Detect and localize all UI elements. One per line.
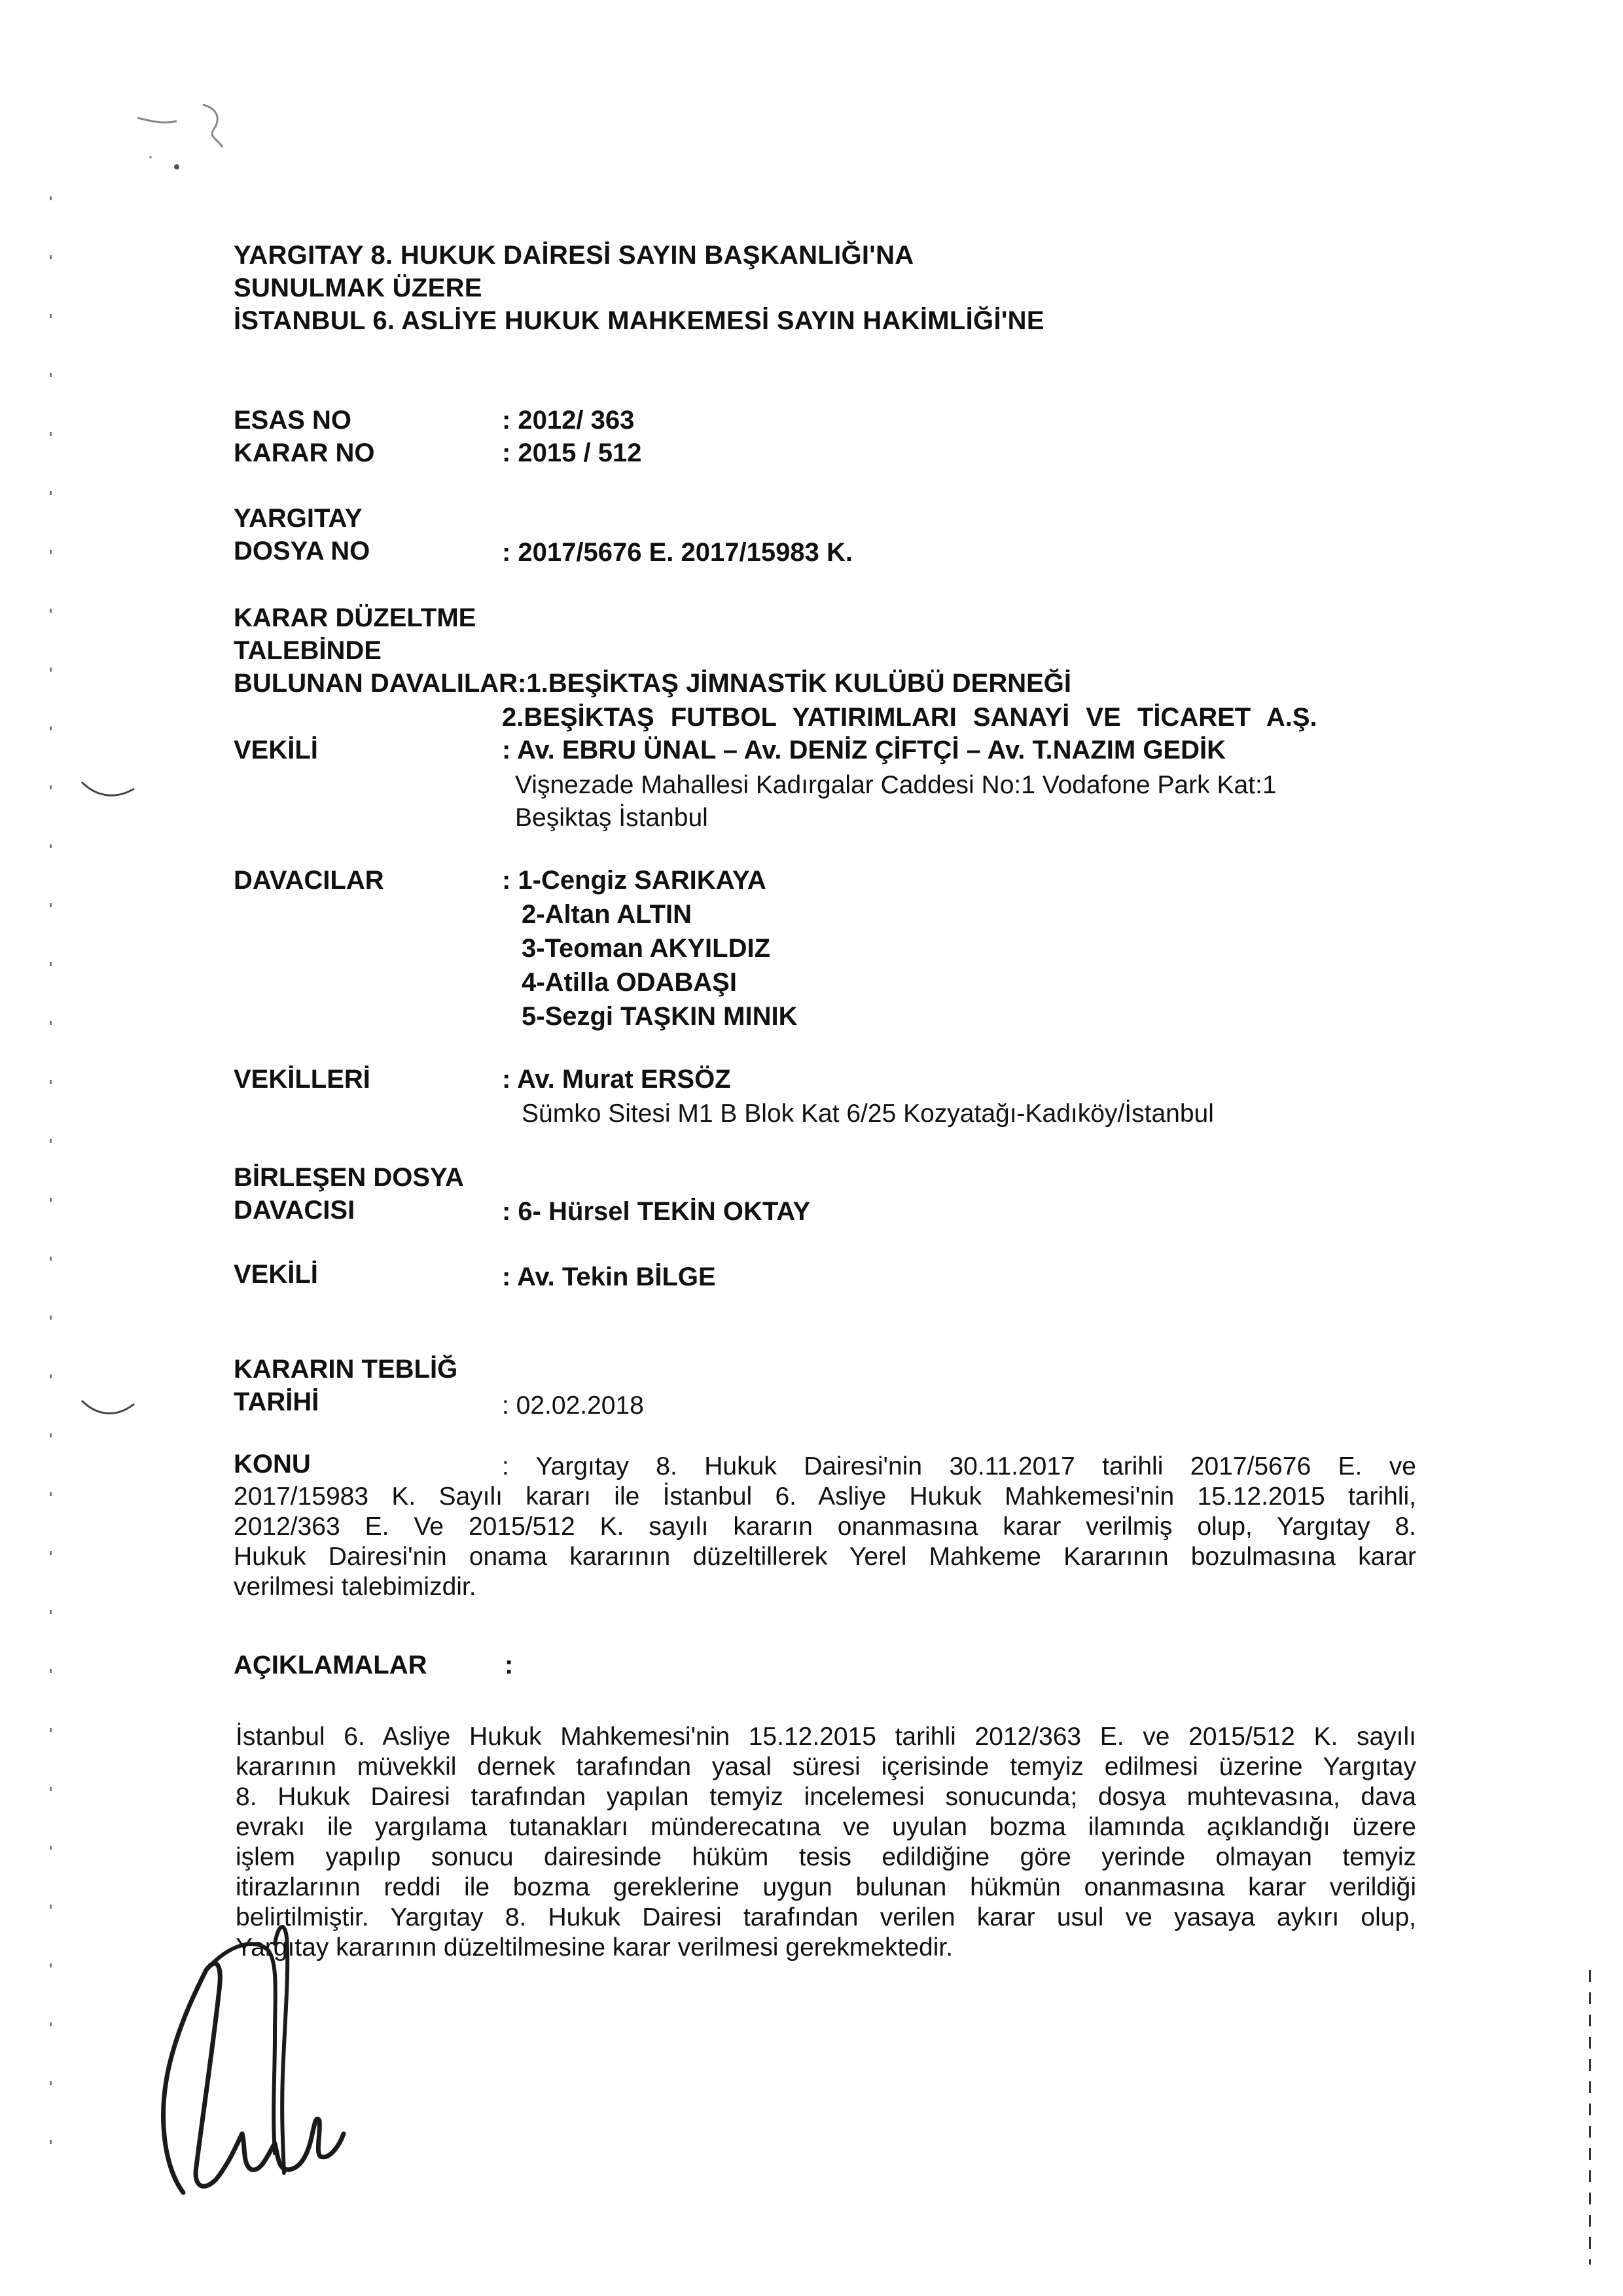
teblig-date-value: : 02.02.2018 — [502, 1391, 644, 1420]
scan-curve-mark-icon — [79, 1394, 137, 1420]
merged-plaintiff: : 6- Hürsel TEKİN OKTAY — [502, 1197, 811, 1226]
talebinde-label: TALEBİNDE — [234, 636, 382, 665]
davalilar-label-text: BULUNAN DAVALILAR: — [234, 669, 527, 698]
aciklamalar-line: itirazlarının reddi ile bozma gereklerine uygun bulunan hükmün onanmasına karar verildiği — [236, 1873, 1416, 1901]
defendant-address-line-2: Beşiktaş İstanbul — [515, 804, 708, 832]
karar-no-value: : 2015 / 512 — [502, 439, 642, 467]
plaintiff-lawyer-address: Sümko Sitesi M1 B Blok Kat 6/25 Kozyatağı-Kadıköy/İstanbul — [522, 1100, 1214, 1128]
plaintiff-lawyer: : Av. Murat ERSÖZ — [502, 1065, 731, 1094]
defendant-1: 1.BEŞİKTAŞ JİMNASTİK KULÜBÜ DERNEĞİ — [526, 669, 1071, 698]
defendant-lawyers: : Av. EBRU ÜNAL – Av. DENİZ ÇİFTÇİ – Av. T.NAZIM GEDİK — [502, 736, 1226, 764]
header-line-3: İSTANBUL 6. ASLİYE HUKUK MAHKEMESİ SAYIN HAKİMLİĞİ'NE — [234, 306, 1044, 335]
plaintiff-2: 2-Altan ALTIN — [522, 900, 692, 929]
aciklamalar-line: işlem yapılıp sonucu dairesinde hüküm tesis edildiğine göre yerinde olmayan temyiz — [236, 1843, 1416, 1871]
davalilar-label — [234, 669, 1071, 698]
aciklamalar-line: belirtilmiştir. Yargıtay 8. Hukuk Dairesi tarafından verilen karar usul ve yasaya aykırı olup, — [236, 1903, 1416, 1931]
aciklamalar-line: kararının müvekkil dernek tarafından yasal süresi içerisinde temyiz edilmesi üzerine Yargıtay — [236, 1753, 1416, 1781]
right-edge-scan-marks — [1589, 1970, 1591, 2265]
plaintiff-1: : 1-Cengiz SARIKAYA — [502, 866, 766, 895]
scan-curve-mark-icon — [79, 776, 137, 802]
left-edge-scan-marks — [50, 196, 52, 2160]
signature-icon — [144, 1918, 380, 2206]
konu-line: verilmesi talebimizdir. — [234, 1573, 476, 1601]
scan-smudge-icon — [124, 92, 242, 183]
konu-line: Hukuk Dairesi'nin onama kararının düzeltillerek Yerel Mahkeme Kararının bozulmasına karar — [234, 1543, 1416, 1571]
yargitay-dosya-no-value: : 2017/5676 E. 2017/15983 K. — [502, 538, 853, 567]
aciklamalar-line: evrakı ile yargılama tutanakları münderecatına ve uyulan bozma ilamında açıklandığı üzere — [236, 1813, 1416, 1841]
merged-vekili-label: VEKİLİ — [234, 1260, 318, 1289]
merged-lawyer: : Av. Tekin BİLGE — [502, 1263, 716, 1291]
karar-duzeltme-label: KARAR DÜZELTME — [234, 603, 476, 632]
konu-line: 2012/363 E. Ve 2015/512 K. sayılı kararın onanmasına karar verilmiş olup, Yargıtay 8. — [234, 1513, 1416, 1541]
defendant-2: 2.BEŞİKTAŞ FUTBOL YATIRIMLARI SANAYİ VE TİCARET A.Ş. — [502, 703, 1317, 732]
defendant-address-line-1: Vişnezade Mahallesi Kadırgalar Caddesi No:1 Vodafone Park Kat:1 — [515, 771, 1277, 799]
davacisi-label: DAVACISI — [234, 1196, 355, 1225]
aciklamalar-line: 8. Hukuk Dairesi tarafından yapılan temyiz incelemesi sonucunda; dosya muhtevasına, dava — [236, 1783, 1416, 1811]
konu-paragraph — [234, 1452, 1416, 1602]
aciklamalar-line: İstanbul 6. Asliye Hukuk Mahkemesi'nin 15.12.2015 tarihli 2012/363 E. ve 2015/512 K. sayılı — [236, 1723, 1416, 1751]
esas-no-label: ESAS NO — [234, 406, 352, 435]
plaintiff-3: 3-Teoman AKYILDIZ — [522, 934, 771, 963]
plaintiff-4: 4-Atilla ODABAŞI — [522, 968, 737, 997]
header-line-1: YARGITAY 8. HUKUK DAİRESİ SAYIN BAŞKANLIĞI'NA — [234, 241, 914, 270]
plaintiff-5: 5-Sezgi TAŞKIN MINIK — [522, 1002, 798, 1031]
aciklamalar-colon: : — [505, 1651, 514, 1679]
konu-line: : Yargıtay 8. Hukuk Dairesi'nin 30.11.2017 tarihli 2017/5676 E. ve — [502, 1452, 1416, 1480]
teblig-label: KARARIN TEBLİĞ — [234, 1355, 458, 1384]
vekili-label: VEKİLİ — [234, 736, 318, 764]
konu-line: 2017/15983 K. Sayılı kararı ile İstanbul 6. Asliye Hukuk Mahkemesi'nin 15.12.2015 tarihli, — [234, 1482, 1416, 1511]
header-line-2: SUNULMAK ÜZERE — [234, 274, 482, 302]
karar-no-label: KARAR NO — [234, 439, 375, 467]
davacilar-label: DAVACILAR — [234, 866, 384, 895]
konu-label: KONU — [234, 1450, 311, 1479]
esas-no-value: : 2012/ 363 — [502, 406, 635, 435]
vekilleri-label: VEKİLLERİ — [234, 1065, 370, 1094]
tarihi-label: TARİHİ — [234, 1388, 319, 1416]
aciklamalar-paragraph — [236, 1722, 1416, 1963]
aciklamalar-label: AÇIKLAMALAR — [234, 1651, 427, 1679]
yargitay-label: YARGITAY — [234, 504, 363, 533]
dosya-no-label: DOSYA NO — [234, 537, 370, 565]
aciklamalar-line: Yargıtay kararının düzeltilmesine karar verilmesi gerekmektedir. — [236, 1933, 954, 1962]
birlesen-dosya-label: BİRLEŞEN DOSYA — [234, 1163, 464, 1192]
